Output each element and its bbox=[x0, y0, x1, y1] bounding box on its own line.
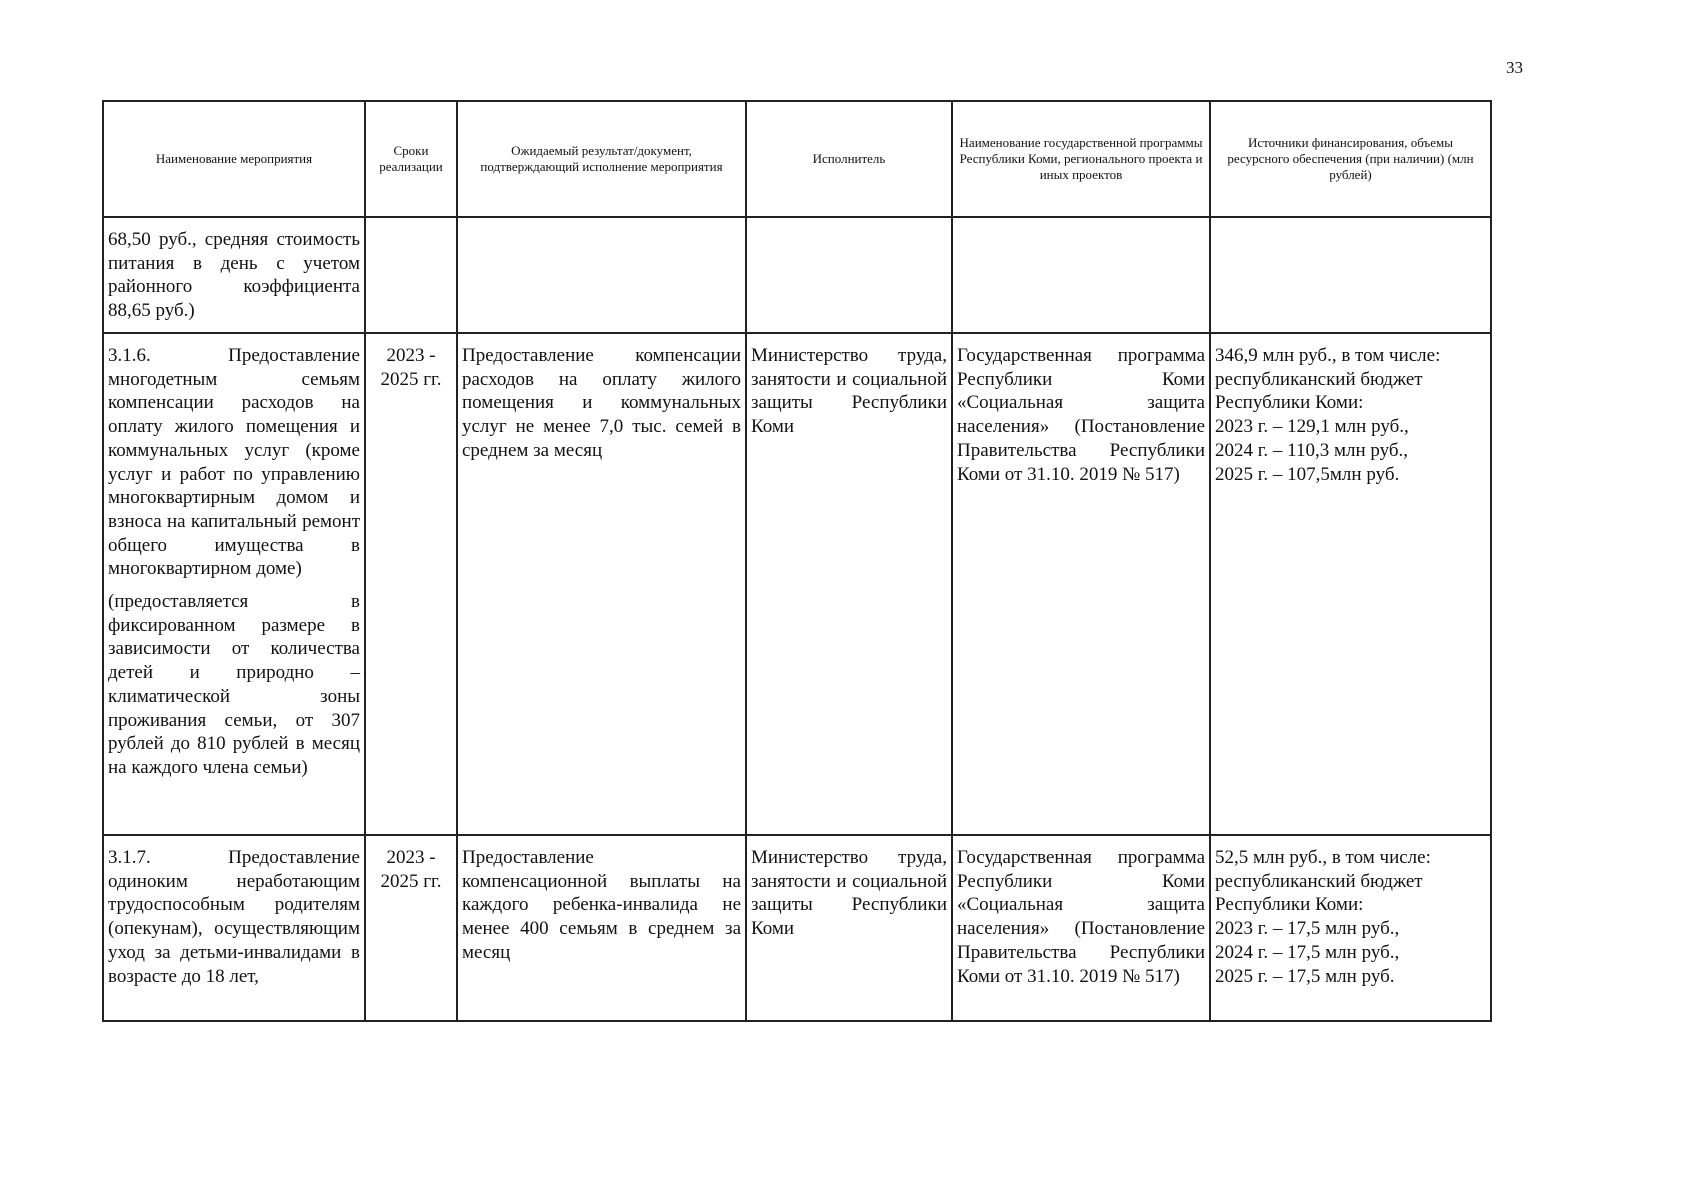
cell-executor: Министерство труда, занятости и социальной защиты Республики Коми bbox=[746, 333, 952, 835]
table-row bbox=[103, 217, 1491, 333]
funding-line: 2024 г. – 17,5 млн руб., bbox=[1215, 941, 1400, 963]
funding-line: Республики Коми: bbox=[1215, 392, 1364, 414]
funding-line: 52,5 млн руб., в том числе: bbox=[1215, 847, 1431, 868]
cell-terms: 2023 - 2025 гг. bbox=[365, 835, 457, 1021]
funding-line: 2024 г. – 110,3 млн руб., bbox=[1215, 439, 1409, 461]
cell-program: Государственная программа Республики Коми «Социальная защита населения» (Постановление Правительства Республики Коми от 31.10. 2019 № 517) bbox=[952, 835, 1210, 1021]
funding-line: республиканский бюджет bbox=[1215, 870, 1423, 892]
name-main-text: 3.1.6. Предоставление многодетным семьям компенсации расходов на оплату жилого помещения и коммунальных услуг (кроме услуг и работ по управлению многоквартирным домом и взноса на капитальный ремонт общего имущества в многоквартирном доме) bbox=[108, 345, 360, 580]
header-program: Наименование государственной программы Республики Коми, регионального проекта и иных проектов bbox=[952, 101, 1210, 217]
funding-line: 2025 г. – 107,5млн руб. bbox=[1215, 463, 1400, 485]
cell-executor bbox=[746, 217, 952, 333]
cell-funding bbox=[1210, 217, 1491, 333]
header-result: Ожидаемый результат/документ, подтверждающий исполнение мероприятия bbox=[457, 101, 746, 217]
header-funding: Источники финансирования, объемы ресурсного обеспечения (при наличии) (млн рублей) bbox=[1210, 101, 1491, 217]
table-row bbox=[103, 835, 1491, 1021]
cell-name: 68,50 руб., средняя стоимость питания в день с учетом районного коэффициента 88,65 руб.) bbox=[103, 217, 365, 333]
header-executor: Исполнитель bbox=[746, 101, 952, 217]
table-row bbox=[103, 333, 1491, 835]
cell-program bbox=[952, 217, 1210, 333]
page-number: 33 bbox=[1506, 58, 1523, 77]
cell-terms: 2023 - 2025 гг. bbox=[365, 333, 457, 835]
funding-line: республиканский бюджет bbox=[1215, 368, 1423, 390]
cell-terms bbox=[365, 217, 457, 333]
measures-table bbox=[102, 100, 1492, 1022]
cell-result bbox=[457, 217, 746, 333]
cell-program: Государственная программа Республики Коми «Социальная защита населения» (Постановление Правительства Республики Коми от 31.10. 2019 № 517) bbox=[952, 333, 1210, 835]
funding-line: 2023 г. – 17,5 млн руб., bbox=[1215, 918, 1400, 940]
funding-line: 346,9 млн руб., в том числе: bbox=[1215, 345, 1441, 366]
funding-line: 2023 г. – 129,1 млн руб., bbox=[1215, 416, 1409, 438]
funding-line: 2025 г. – 17,5 млн руб. bbox=[1215, 965, 1395, 987]
funding-line: Республики Коми: bbox=[1215, 894, 1364, 916]
cell-result: Предоставление компенсации расходов на оплату жилого помещения и коммунальных услуг не менее 7,0 тыс. семей в среднем за месяц bbox=[457, 333, 746, 835]
header-row bbox=[103, 101, 1491, 217]
cell-funding bbox=[1210, 835, 1491, 1021]
cell-name bbox=[103, 333, 365, 835]
cell-result: Предоставление компенсационной выплаты на каждого ребенка-инвалида не менее 400 семьям в среднем за месяц bbox=[457, 835, 746, 1021]
name-note-text: (предоставляется в фиксированном размере в зависимости от количества детей и природно – климатической зоны проживания семьи, от 307 рублей до 810 рублей в месяц на каждого члена семьи) bbox=[108, 591, 360, 778]
header-name: Наименование мероприятия bbox=[103, 101, 365, 217]
cell-funding bbox=[1210, 333, 1491, 835]
cell-executor: Министерство труда, занятости и социальной защиты Республики Коми bbox=[746, 835, 952, 1021]
header-terms: Сроки реализации bbox=[365, 101, 457, 217]
cell-name: 3.1.7. Предоставление одиноким неработающим трудоспособным родителям (опекунам), осуществляющим уход за детьми-инвалидами в возрасте до 18 лет, bbox=[103, 835, 365, 1021]
